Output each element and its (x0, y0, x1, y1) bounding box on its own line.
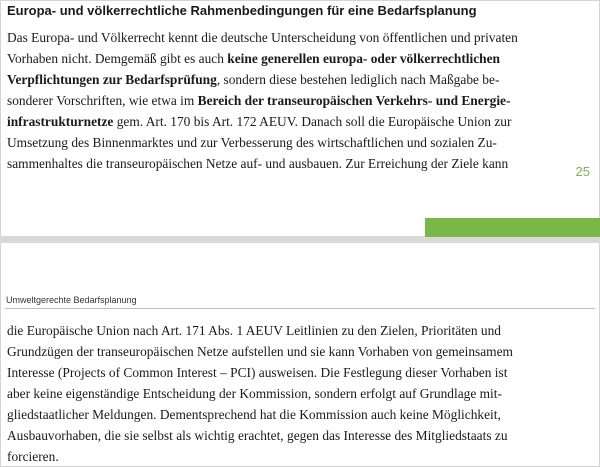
top-paragraph (7, 27, 593, 174)
text-run: Vorhaben nicht. Demgemäß gibt es auch (7, 51, 228, 66)
bold-text: keine generellen europa- oder völkerrechtlichen (227, 51, 501, 66)
text-run: Das Europa- und Völkerrecht kennt die deutsche Unterscheidung von öffentlichen und privaten (7, 30, 518, 45)
page-accent-bar (425, 218, 600, 237)
section-heading: Europa- und völkerrechtliche Rahmenbedingungen für eine Bedarfsplanung (7, 3, 477, 18)
text-run: Grundzügen der transeuropäischen Netze aufstellen und sie kann Vorhaben von gemeinsamem (7, 344, 513, 359)
text-run: forcieren. (7, 449, 59, 464)
page-number: 25 (575, 164, 590, 179)
bottom-paragraph (7, 320, 593, 467)
bold-text: infrastrukturnetze (7, 114, 114, 129)
text-line (7, 69, 593, 90)
text-line (7, 320, 593, 341)
text-run: gliedstaatlicher Meldungen. Dementsprechend hat die Kommission auch keine Möglichkeit, (7, 407, 501, 422)
text-line (7, 362, 593, 383)
text-run: aber keine eigenständige Entscheidung der Kommission, sondern erfolgt auf Grundlage mit- (7, 386, 502, 401)
text-run: gem. Art. 170 bis Art. 172 AEUV. Danach soll die Europäische Union zur (113, 114, 512, 129)
text-line (7, 446, 593, 467)
text-run: die Europäische Union nach Art. 171 Abs. 1 AEUV Leitlinien zu den Zielen, Prioritäten und (7, 323, 501, 338)
text-run: , sondern diese bestehen lediglich nach Maßgabe be- (216, 72, 500, 87)
running-header: Umweltgerechte Bedarfsplanung (6, 295, 137, 305)
text-line (7, 153, 593, 174)
text-line (7, 132, 593, 153)
text-run: sammenhaltes die transeuropäischen Netze auf- und ausbauen. Zur Erreichung der Ziele kann (7, 156, 509, 171)
text-line (7, 27, 593, 48)
text-run: sonderer Vorschriften, wie etwa im (7, 93, 198, 108)
text-run: Umsetzung des Binnenmarktes und zur Verbesserung des wirtschaftlichen und sozialen Zu- (7, 135, 497, 150)
bold-text: Verpflichtungen zur Bedarfsprüfung (7, 72, 217, 87)
page-divider-bar (0, 236, 600, 243)
text-run: Interesse (Projects of Common Interest – PCI) ausweisen. Die Festlegung dieser Vorhaben ist (7, 365, 508, 380)
text-line (7, 90, 593, 111)
text-line (7, 341, 593, 362)
bold-text: Bereich der transeuropäischen Verkehrs- und Energie- (197, 93, 511, 108)
text-line (7, 48, 593, 69)
text-run: Ausbauvorhaben, die sie selbst als wichtig erachtet, gegen das Interesse des Mitgliedstaats zu (7, 428, 508, 443)
text-line (7, 425, 593, 446)
running-header-rule (5, 308, 595, 309)
text-line (7, 111, 593, 132)
text-line (7, 383, 593, 404)
text-line (7, 404, 593, 425)
